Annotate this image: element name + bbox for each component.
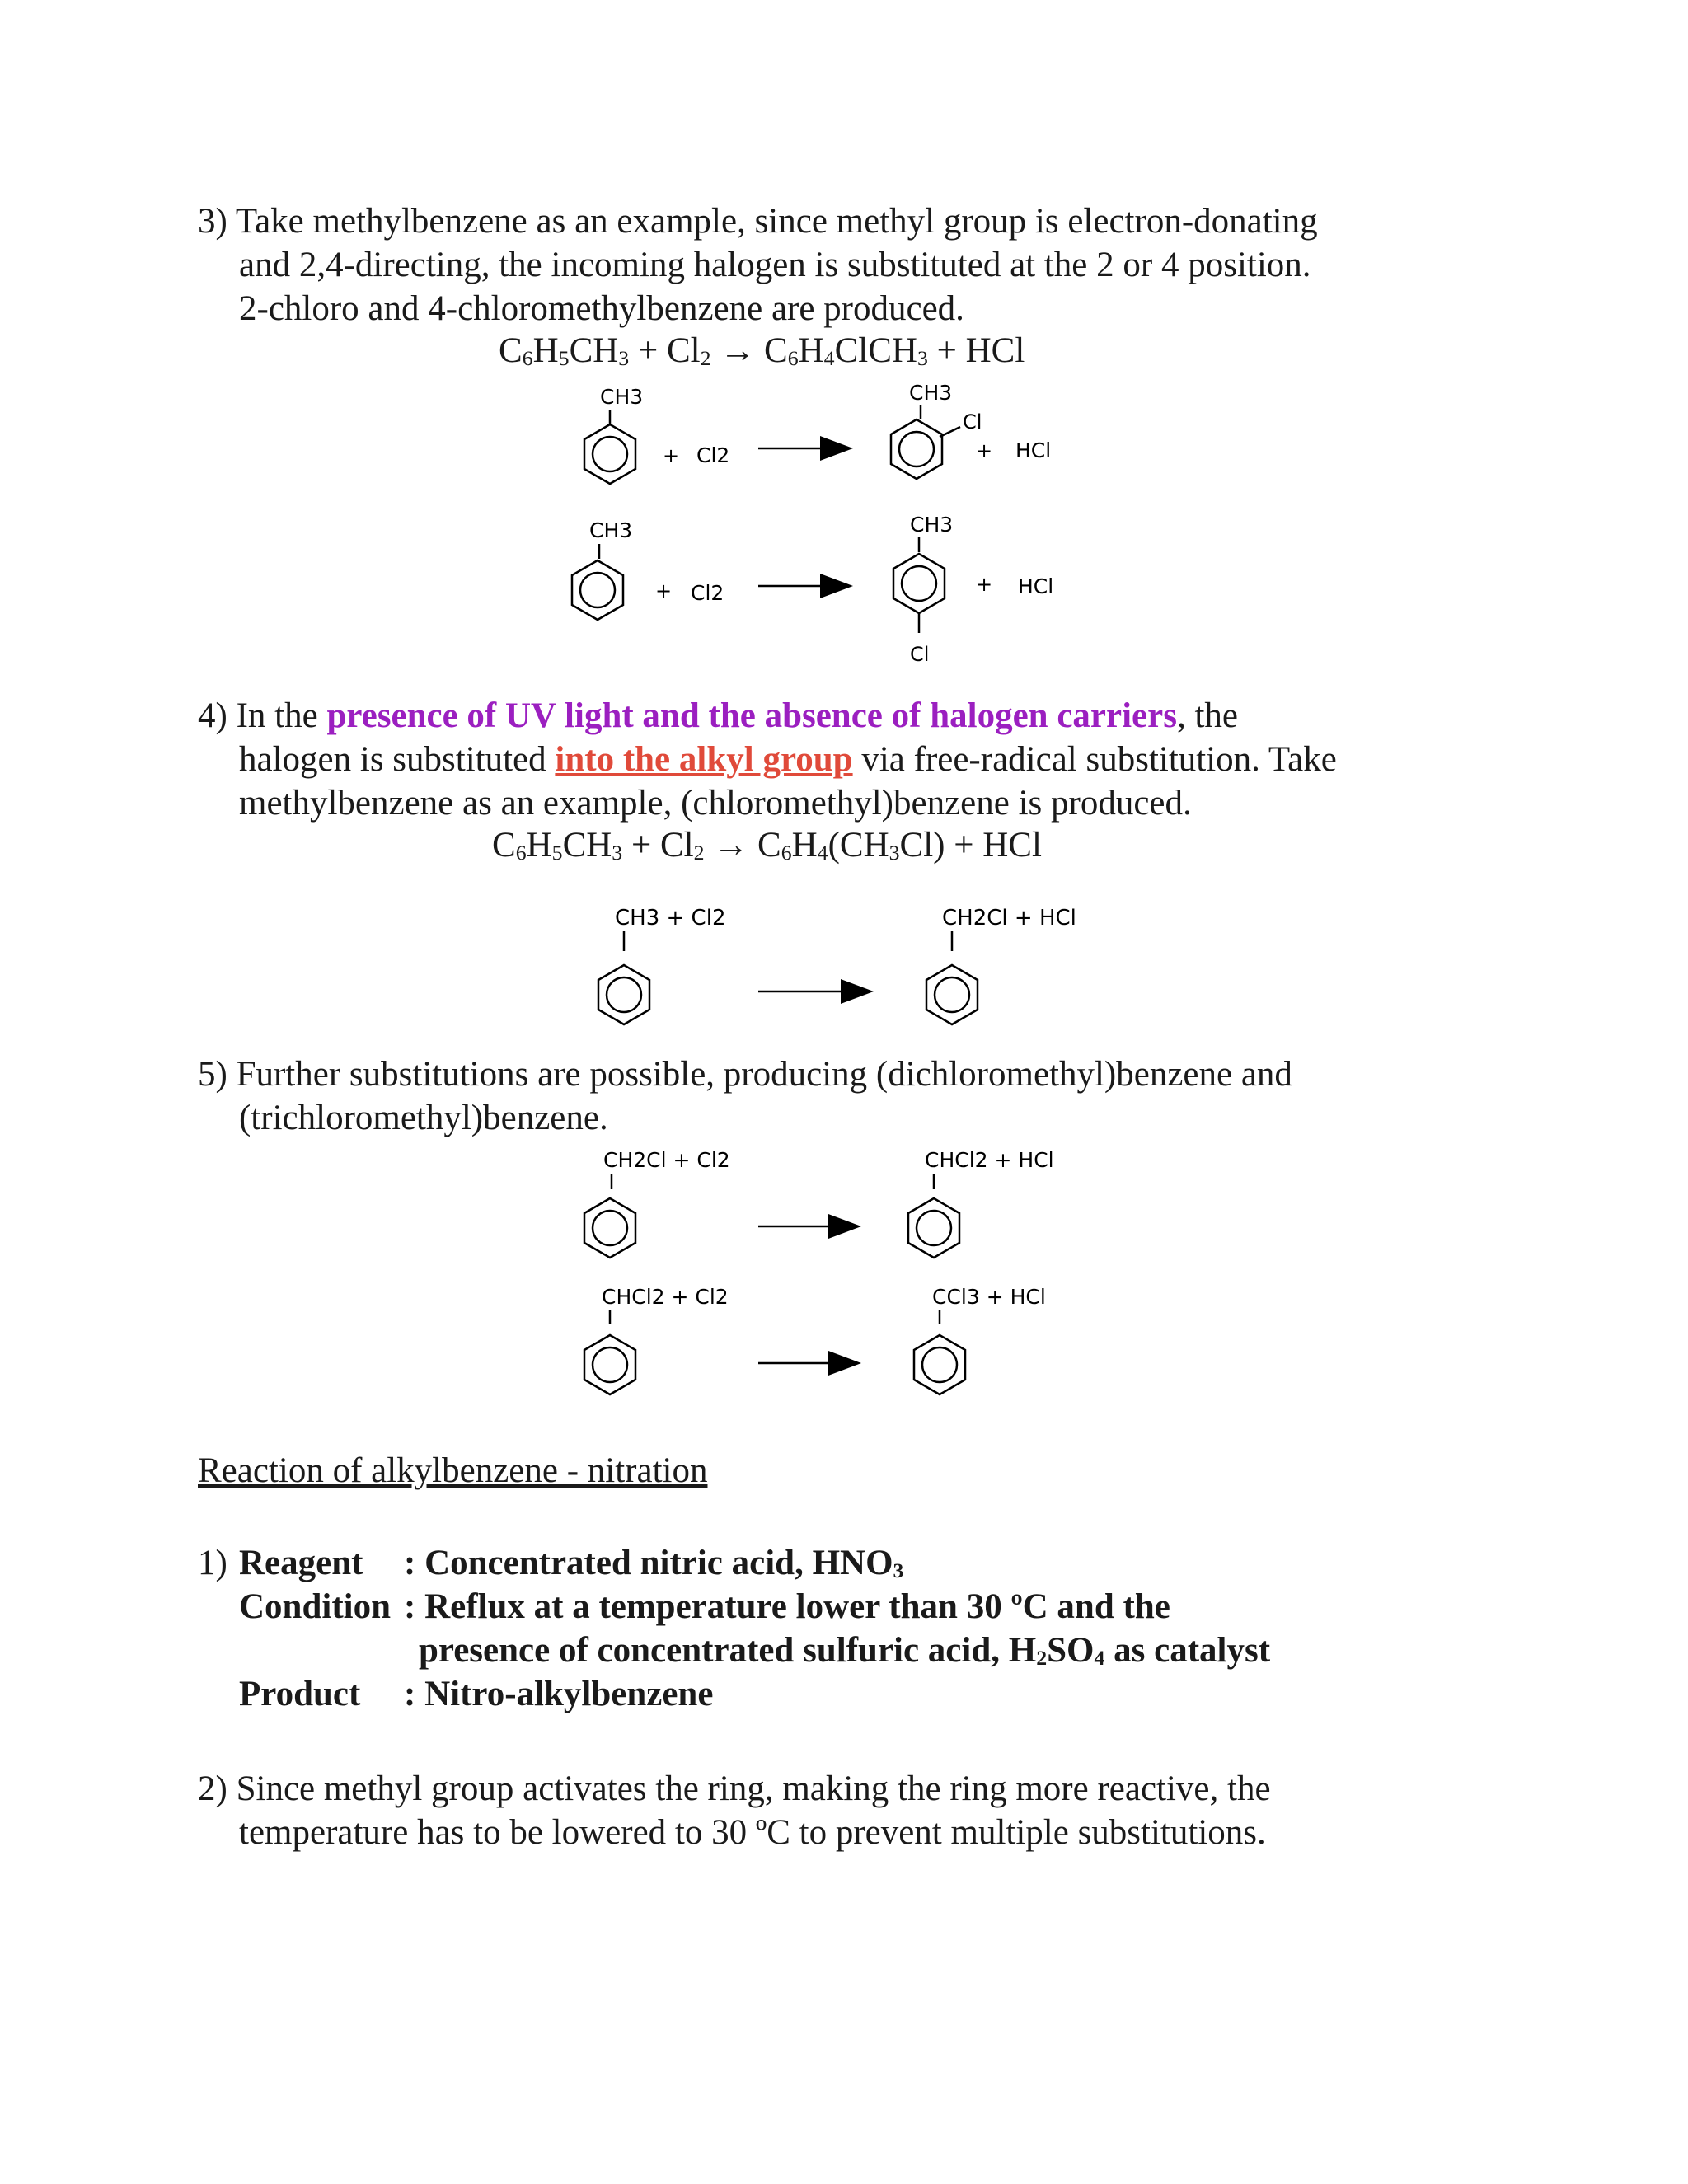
plus: + [976, 439, 993, 462]
reagent-label: Reagent [239, 1544, 363, 1582]
label: CH3 [909, 381, 953, 405]
product-value: : Nitro-alkylbenzene [404, 1675, 714, 1713]
benzene-ring [584, 1335, 635, 1394]
condition-row-2 [198, 1629, 1270, 1672]
benzene-ring [891, 419, 942, 479]
section-5-line-1: 5) Further substitutions are possible, producing (dichloromethyl)benzene and [198, 1055, 1292, 1094]
label: CH2Cl + Cl2 [603, 1148, 730, 1172]
condition-value-1: : Reflux at a temperature lower than 30 ºC and the [404, 1587, 1170, 1626]
label: Cl2 [691, 581, 724, 605]
section-3-line-3: 2-chloro and 4-chloromethylbenzene are produced. [239, 289, 964, 328]
nitration-2-line-2: temperature has to be lowered to 30 ºC to prevent multiple substitutions. [239, 1813, 1266, 1852]
label: CH3 + Cl2 [615, 906, 726, 930]
equation-2: $C_6H_5CH_3 + Cl_2 \to C_6H_4(CH_3Cl)$ + HCl [492, 826, 1042, 865]
equation-1: $C_6H_5CH_3 + Cl_2$ → $C_6H_4ClCH_3$ + HCl [499, 331, 1025, 370]
text: Take methylbenzene as an example, since methyl group is electron-donating [235, 202, 1318, 241]
product-row [198, 1672, 1270, 1716]
section-4 [198, 694, 1533, 825]
highlight-alkyl-group: into the alkyl group [555, 740, 853, 779]
label: HCl [1018, 574, 1054, 598]
section-4-line-1: 4) In the presence of UV light and the absence of halogen carriers, the [198, 696, 1238, 735]
nitration-2-line-1: 2) Since methyl group activates the ring, making the ring more reactive, the [198, 1769, 1271, 1808]
benzene-ring [572, 560, 623, 620]
label: CHCl2 + HCl [925, 1148, 1054, 1172]
reagent-value: : Concentrated nitric acid, $HNO_3$ [404, 1544, 904, 1582]
plus: + [976, 573, 993, 596]
benzene-ring [893, 554, 945, 613]
benzene-ring [926, 965, 978, 1024]
product-label: Product [239, 1675, 361, 1713]
label: Cl2 [696, 443, 730, 467]
label: CH3 [589, 518, 633, 542]
benzene-ring [598, 965, 649, 1024]
section-5-line-2: (trichloromethyl)benzene. [239, 1099, 608, 1137]
benzene-ring [914, 1335, 965, 1394]
nitration-section-2 [198, 1767, 1533, 1854]
label: CH3 [600, 385, 644, 409]
section-3-line-2: and 2,4-directing, the incoming halogen is substituted at the 2 or 4 position. [239, 246, 1311, 284]
benzene-ring [584, 1198, 635, 1258]
label: Cl [963, 410, 982, 434]
section-heading: Reaction of alkylbenzene - nitration [198, 1451, 708, 1490]
benzene-ring [908, 1198, 959, 1258]
condition-row [198, 1585, 1270, 1629]
item-number: 3) [198, 202, 227, 241]
section-4-line-3: methylbenzene as an example, (chloromethyl)benzene is produced. [239, 784, 1192, 823]
condition-label: Condition [239, 1587, 392, 1626]
plus: + [663, 444, 680, 467]
section-4-line-2: halogen is substituted into the alkyl group via free-radical substitution. Take [239, 740, 1337, 779]
label: Cl [910, 643, 930, 666]
label: CHCl2 + Cl2 [602, 1285, 729, 1309]
plus: + [655, 579, 673, 602]
nitration-conditions [198, 1541, 1270, 1716]
highlight-uv-light: presence of UV light and the absence of halogen carriers [326, 696, 1177, 735]
label: CH2Cl + HCl [942, 906, 1076, 930]
label: CCl3 + HCl [932, 1285, 1046, 1309]
section-5 [198, 1052, 1533, 1140]
reagent-row: 1) Reagent : Concentrated nitric acid, $HNO_3$ [198, 1541, 1270, 1585]
condition-value-2: presence of concentrated sulfuric acid, $H_2SO_4$ as catalyst [419, 1631, 1271, 1670]
label: CH3 [910, 513, 954, 537]
label: HCl [1015, 438, 1052, 462]
benzene-ring [584, 424, 635, 484]
